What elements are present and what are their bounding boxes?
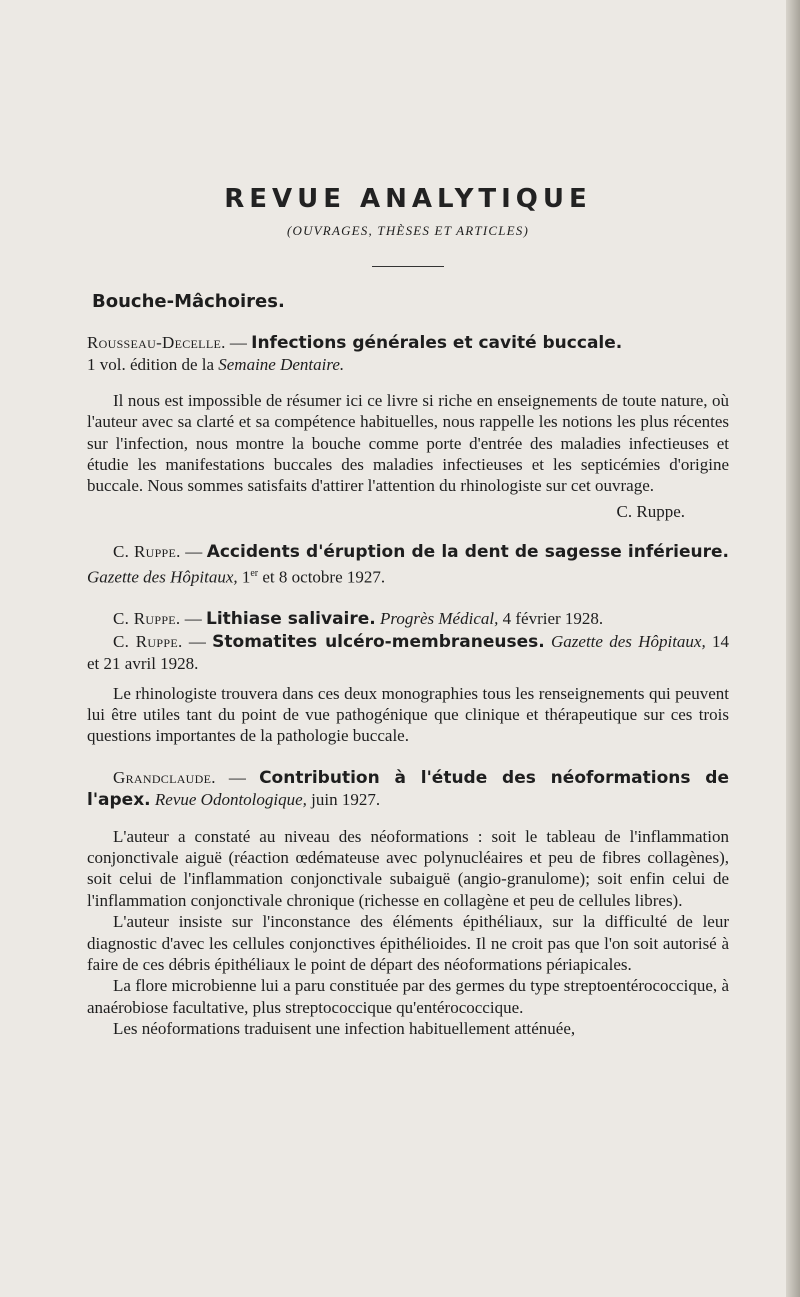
entry-dash: —	[215, 767, 260, 787]
entry-dash: —	[180, 609, 206, 629]
entry-author: C. Ruppe.	[113, 541, 181, 561]
entry-dash: —	[225, 333, 252, 352]
entry-date-sup: er	[250, 568, 259, 580]
entry-rousseau-decelle	[87, 332, 729, 523]
entry-title: Infections générales et cavité buccale.	[251, 333, 623, 353]
entry-journal: Gazette des Hôpitaux,	[87, 567, 238, 587]
entry-ruppe-stomatites	[87, 631, 729, 747]
entry-publication: 1 vol. édition de la	[87, 355, 219, 375]
entry-review: Il nous est impossible de résumer ici ce livre si riche en enseignements de toute nature, où l'auteur avec sa clarté et sa compétence habituelles, nous rappelle les notions les plus récentes sur l'infection, nous montre la bouche comme porte d'entrée des maladies infectieuses et étudie les manifestations buccales des maladies infectieuses et les septicémies d'origine buccale. Nous sommes satisfaits d'attirer l'attention du rhinologiste sur cet ouvrage.	[87, 390, 729, 496]
entry-title: Accidents d'éruption de la dent de sagesse inférieure.	[206, 541, 729, 562]
journal-subtitle: (OUVRAGES, THÈSES ET ARTICLES)	[286, 223, 530, 238]
document-page	[87, 170, 729, 1040]
entry-citation	[87, 767, 729, 812]
review-paragraph: L'auteur insiste sur l'inconstance des éléments épithéliaux, sur la difficulté de leur diagnostic d'avec les cellules conjonctives épithélioides. Il ne croit pas que l'on soit autorisé à faire de ces débris épithéliaux le point de départ des néoformations périapicales.	[87, 912, 729, 974]
entry-date: 4 février 1928.	[498, 609, 604, 629]
entry-ruppe-lithiase	[87, 608, 729, 630]
entry-date: 1	[237, 567, 251, 587]
entry-citation	[87, 608, 729, 630]
entry-date: 14 et 21 avril 1928.	[87, 631, 730, 674]
entry-citation	[87, 631, 729, 675]
entry-dash: —	[180, 541, 207, 561]
entry-date-rest: et 8 octobre 1927.	[258, 567, 386, 587]
entry-title: Lithiase salivaire.	[205, 609, 376, 630]
entry-author: Rousseau-Decelle.	[87, 333, 226, 352]
journal-title: REVUE ANALYTIQUE	[224, 184, 592, 214]
review-paragraph: La flore microbienne lui a paru constituée par des germes du type streptoentérococcique, à anaérobiose facultative, plus streptococcique qu'entérococcique.	[87, 976, 729, 1017]
entry-citation	[87, 541, 729, 588]
entry-title: Contribution à l'étude des néoformations de l'apex.	[87, 767, 730, 811]
entry-title: Stomatites ulcéro-membraneuses.	[212, 631, 545, 652]
entry-author: C. Ruppe.	[113, 609, 181, 629]
section-heading: Bouche-Mâchoires.	[92, 291, 285, 312]
page-header	[87, 184, 729, 267]
reviewer-signature: C. Ruppe.	[616, 501, 685, 521]
review-paragraph: L'auteur a constaté au niveau des néoformations : soit le tableau de l'inflammation conjonctivale aiguë (réaction œdémateuse avec polynucléaires et peu de fibres collagènes), soit celui de l'inflammation conjonctivale subaiguë (angio-granulome); soit enfin celui de l'inflammation conjonctivale chronique (richesse en collagène et peu de cellules libres).	[87, 826, 729, 910]
entry-publication-name: Semaine Dentaire.	[218, 355, 345, 375]
entry-date: juin 1927.	[306, 790, 381, 810]
entry-citation	[87, 332, 729, 376]
review-paragraph: Les néoformations traduisent une infection habituellement atténuée,	[113, 1019, 576, 1039]
entry-journal: Gazette des Hôpitaux,	[551, 631, 706, 651]
entry-review: Le rhinologiste trouvera dans ces deux monographies tous les renseignements qui peuvent lui être utiles tant du point de vue pathogénique que clinique et thérapeutique sur ces trois questions importantes de la pathologie buccale.	[87, 683, 729, 746]
entry-author: Grandclaude.	[113, 767, 216, 787]
entry-author: C. Ruppe.	[113, 631, 183, 651]
entry-dash: —	[182, 631, 213, 651]
entry-ruppe-accidents	[87, 541, 729, 588]
entry-journal: Revue Odontologique,	[154, 790, 307, 810]
entry-journal: Progrès Médical,	[380, 609, 499, 629]
page-edge	[786, 0, 800, 1297]
header-divider	[372, 266, 444, 267]
entry-grandclaude	[87, 767, 729, 1040]
